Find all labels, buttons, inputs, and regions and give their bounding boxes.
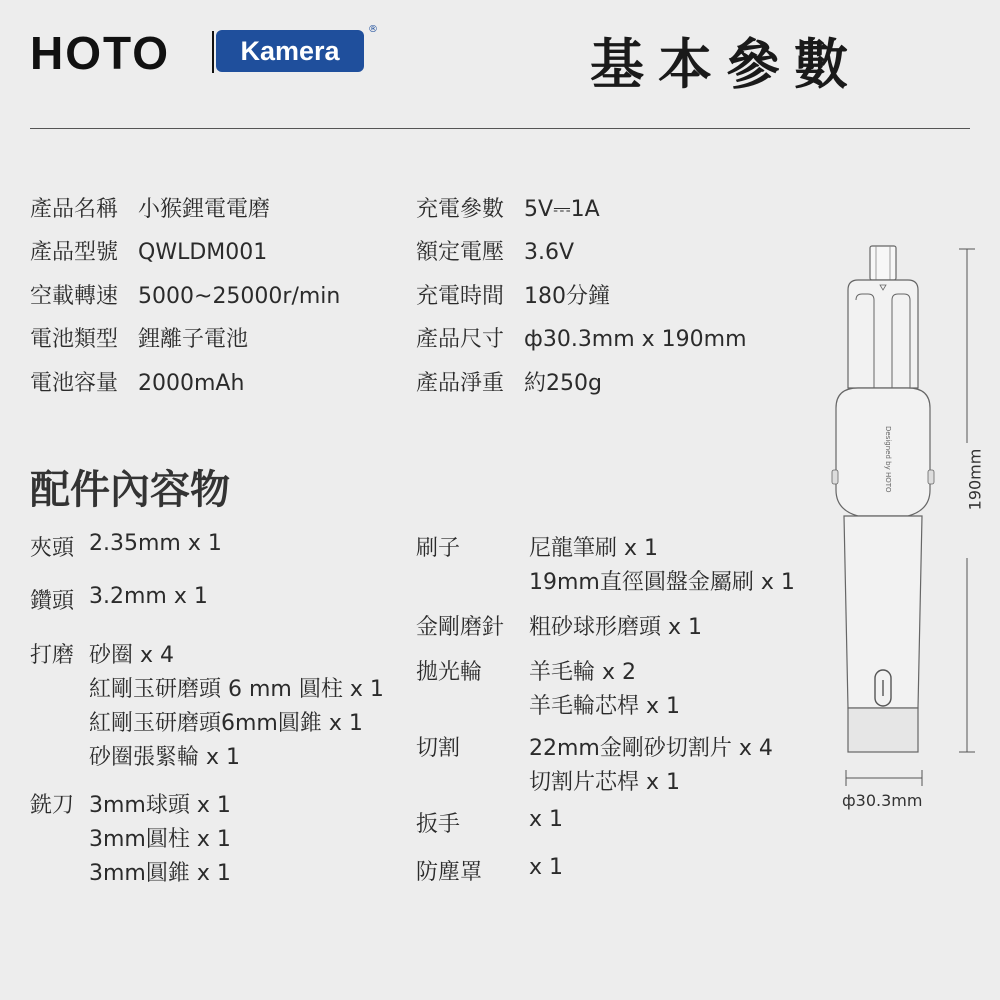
spec-model [30,235,267,266]
spec-value: ф30.3mm x 190mm [524,327,747,352]
spec-value: 約250g [524,371,602,396]
accessory-item: 紅剛玉研磨頭6mm圓錐 x 1 [89,711,363,736]
accessory-label: 切割 [416,736,461,761]
spec-label: 產品尺寸 [416,327,505,352]
spec-product-name [30,192,270,223]
width-dimension [845,768,925,788]
spec-label: 充電參數 [416,197,505,222]
accessory-item: 切割片芯桿 x 1 [529,770,681,795]
width-label: ф30.3mm [842,791,923,810]
spec-label: 空載轉速 [30,284,119,309]
spec-battery-capacity [30,366,244,397]
spec-weight [416,366,602,397]
spec-label: 產品淨重 [416,371,505,396]
height-label: 190mm [965,448,985,511]
accessory-label: 防塵罩 [416,860,483,885]
accessory-item: 3.2mm x 1 [89,584,208,609]
spec-value: 小猴鋰電電磨 [138,197,271,222]
spec-label: 產品名稱 [30,197,119,222]
spec-value: QWLDM001 [138,240,268,265]
spec-value: 180分鐘 [524,284,611,309]
body-brand-text: Designed by HOTO [884,426,892,493]
collet-nut [870,246,896,280]
spec-label: 額定電壓 [416,240,505,265]
accessory-label: 刷子 [416,536,461,561]
accessory-item: 3mm圓錐 x 1 [89,861,231,886]
page-title: 基本參數 [590,33,862,96]
accessory-label: 金剛磨針 [416,615,505,640]
accessory-item: 尼龍筆刷 x 1 [529,536,659,561]
kamera-logo: Kamera [216,30,364,72]
accessory-item: 3mm球頭 x 1 [89,793,231,818]
accessory-item: 22mm金剛砂切割片 x 4 [529,736,773,761]
spec-value: 3.6V [524,240,575,265]
spec-label: 電池類型 [30,327,119,352]
spec-label: 電池容量 [30,371,119,396]
accessories-title: 配件內容物 [30,467,230,513]
spec-charging [416,192,600,223]
accessory-label: 夾頭 [30,536,75,561]
tool-body [836,388,930,516]
accessory-label: 扳手 [416,812,461,837]
spec-speed [30,279,340,310]
spec-value: 鋰離子電池 [138,327,249,352]
spec-voltage [416,235,574,266]
accessory-label: 鑽頭 [30,589,75,614]
hoto-logo: HOTO [30,27,171,79]
header-divider [30,128,970,129]
spec-value: 5000~25000r/min [138,284,341,309]
registered-mark: ® [368,24,378,35]
accessory-label: 拋光輪 [416,660,483,685]
tool-handle [844,516,922,708]
logo-divider [212,31,214,73]
spec-value: 2000mAh [138,371,245,396]
accessory-item: 3mm圓柱 x 1 [89,827,231,852]
accessory-label: 打磨 [30,643,75,668]
accessory-item: 19mm直徑圓盤金屬刷 x 1 [529,570,795,595]
spec-size [416,322,747,353]
tool-head [848,280,918,388]
spec-battery-type [30,322,248,353]
accessory-label: 銑刀 [30,793,75,818]
accessory-item: x 1 [529,807,564,832]
spec-label: 產品型號 [30,240,119,265]
accessory-item: x 1 [529,855,564,880]
accessory-item: 羊毛輪 x 2 [529,660,637,685]
accessory-item: 2.35mm x 1 [89,531,222,556]
accessory-item: 紅剛玉研磨頭 6 mm 圓柱 x 1 [89,677,384,702]
accessory-item: 羊毛輪芯桿 x 1 [529,694,681,719]
end-cap [848,708,918,752]
spec-value: 5V⎓1A [524,197,600,222]
accessory-item: 砂圈張緊輪 x 1 [89,745,241,770]
accessory-item: 粗砂球形磨頭 x 1 [529,615,703,640]
spec-charge-time [416,279,610,310]
spec-label: 充電時間 [416,284,505,309]
accessory-item: 砂圈 x 4 [89,643,175,668]
